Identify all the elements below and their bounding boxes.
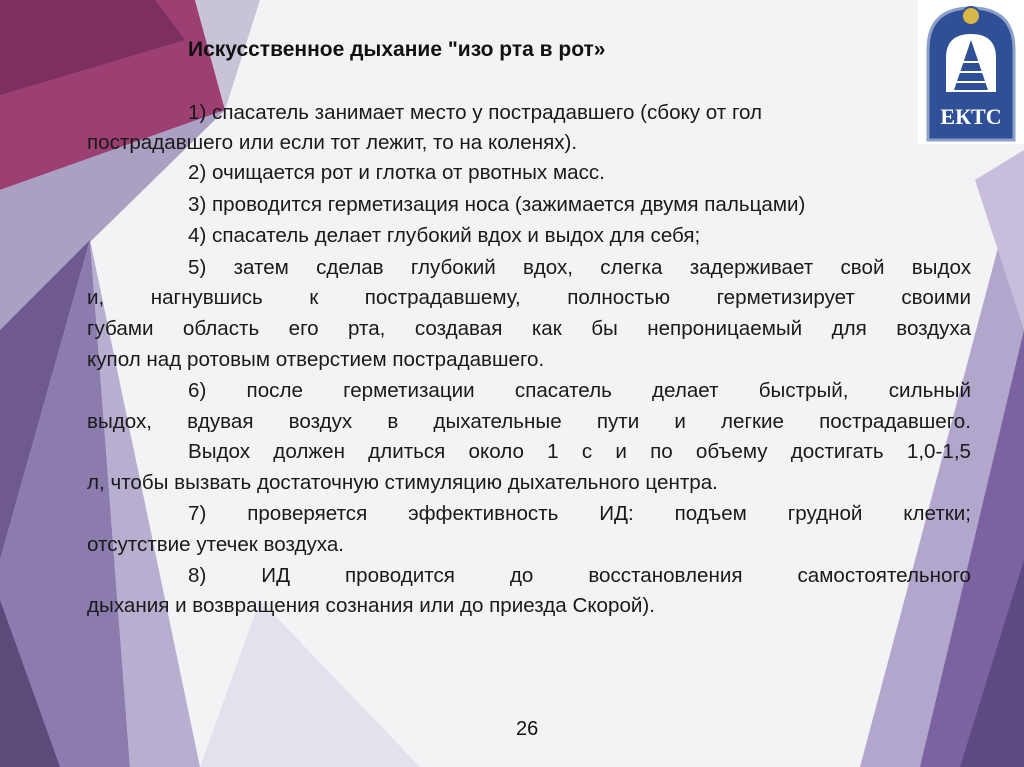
text-line: 1) спасатель занимает место у пострадавшего (сбоку от гол [188,101,763,124]
text-line: 4) спасатель делает глубокий вдох и выдох для себя; [188,224,701,247]
page-number: 26 [516,718,539,740]
text-line: 7) проверяется эффективность ИД: подъем грудной клетки; [188,502,971,525]
text-line: купол над ротовым отверстием пострадавшего. [87,348,545,371]
text-line: пострадавшего или если тот лежит, то на коленях). [87,131,578,154]
slide-title: Искусственное дыхание "изо рта в рот» [188,38,606,61]
text-line: 2) очищается рот и глотка от рвотных масс. [188,161,605,184]
text-line: и, нагнувшись к пострадавшему, полностью герметизирует своими [87,286,971,309]
text-line: л, чтобы вызвать достаточную стимуляцию дыхательного центра. [87,471,718,494]
text-line: 3) проводится герметизация носа (зажимается двумя пальцами) [188,193,806,216]
text-line: Выдох должен длиться около 1 с и по объему достигать 1,0-1,5 [188,440,971,463]
text-line: 5) затем сделав глубокий вдох, слегка задерживает свой выдох [188,256,971,279]
text-line: 8) ИД проводится до восстановления самостоятельного [188,564,971,587]
text-line: губами область его рта, создавая как бы непроницаемый для воздуха [87,317,971,340]
logo-text: ЕКТС [940,104,1002,129]
text-line: отсутствие утечек воздуха. [87,533,344,556]
text-line: выдох, вдувая воздух в дыхательные пути и легкие пострадавшего. [87,410,971,433]
text-line: 6) после герметизации спасатель делает быстрый, сильный [188,379,971,402]
text-line: дыхания и возвращения сознания или до приезда Скорой). [87,594,655,617]
